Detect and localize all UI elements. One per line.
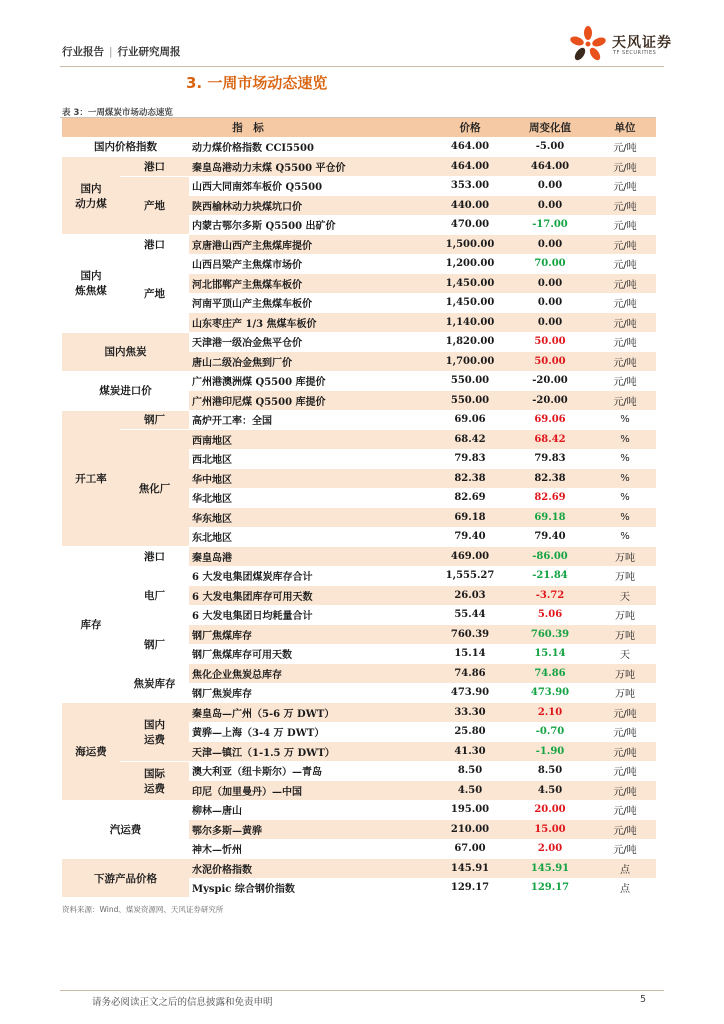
- unit-cell: 元/吨: [594, 254, 656, 274]
- unit-cell: 元/吨: [594, 293, 656, 313]
- indicator-cell: 秦皇岛港: [189, 547, 434, 567]
- price-cell: 210.00: [434, 820, 506, 840]
- change-cell: 464.00: [506, 157, 594, 177]
- indicator-cell: 6 大发电集团煤炭库存合计: [189, 566, 434, 586]
- col-header-unit: 单位: [594, 118, 656, 137]
- unit-cell: 元/吨: [594, 839, 656, 859]
- header-divider: [60, 66, 664, 67]
- unit-cell: 万吨: [594, 566, 656, 586]
- category-cell: [62, 235, 120, 333]
- change-cell: -1.90: [506, 742, 594, 762]
- indicator-cell: 高炉开工率：全国: [189, 410, 434, 430]
- subcategory-cell: 产地: [120, 254, 189, 332]
- change-cell: 15.14: [506, 644, 594, 664]
- indicator-cell: 柳林—唐山: [189, 800, 434, 820]
- change-cell: 69.06: [506, 410, 594, 430]
- change-cell: 70.00: [506, 254, 594, 274]
- unit-cell: 万吨: [594, 625, 656, 645]
- indicator-cell: 华东地区: [189, 508, 434, 528]
- change-cell: -21.84: [506, 566, 594, 586]
- indicator-cell: 唐山二级冶金焦到厂价: [189, 352, 434, 372]
- unit-cell: 元/吨: [594, 371, 656, 391]
- change-cell: 0.00: [506, 235, 594, 255]
- price-cell: 74.86: [434, 664, 506, 684]
- subcategory-cell: 港口: [120, 547, 189, 567]
- table-row: [62, 157, 656, 177]
- price-cell: 469.00: [434, 547, 506, 567]
- price-cell: 15.14: [434, 644, 506, 664]
- price-cell: 470.00: [434, 215, 506, 235]
- price-cell: 129.17: [434, 878, 506, 898]
- col-header-change: 周变化值: [506, 118, 594, 137]
- subcategory-cell: 港口: [120, 157, 189, 177]
- report-header: [62, 44, 181, 59]
- price-cell: 4.50: [434, 781, 506, 801]
- price-cell: 550.00: [434, 371, 506, 391]
- price-cell: 69.18: [434, 508, 506, 528]
- subcategory-line: 国际: [144, 767, 165, 780]
- indicator-cell: 动力煤价格指数 CCI5500: [189, 137, 434, 157]
- coal-market-table: [62, 118, 656, 898]
- indicator-cell: 6 大发电集团日均耗量合计: [189, 605, 434, 625]
- indicator-cell: 陕西榆林动力块煤坑口价: [189, 196, 434, 216]
- price-cell: 1,450.00: [434, 274, 506, 294]
- change-cell: 129.17: [506, 878, 594, 898]
- price-cell: 145.91: [434, 859, 506, 879]
- subcategory-cell: 焦炭库存: [120, 664, 189, 703]
- price-cell: 1,200.00: [434, 254, 506, 274]
- subcategory-cell: 钢厂: [120, 410, 189, 430]
- unit-cell: 元/吨: [594, 391, 656, 411]
- indicator-cell: 西南地区: [189, 430, 434, 450]
- change-cell: 0.00: [506, 313, 594, 333]
- price-cell: 760.39: [434, 625, 506, 645]
- table-row: [62, 761, 656, 781]
- indicator-cell: 钢厂焦煤库存: [189, 625, 434, 645]
- price-cell: 353.00: [434, 176, 506, 196]
- unit-cell: 元/吨: [594, 157, 656, 177]
- indicator-cell: 河南平顶山产主焦煤车板价: [189, 293, 434, 313]
- subcategory-cell: 钢厂: [120, 625, 189, 664]
- change-cell: 8.50: [506, 761, 594, 781]
- category-line: 国内: [80, 270, 102, 283]
- price-cell: 1,700.00: [434, 352, 506, 372]
- change-cell: 74.86: [506, 664, 594, 684]
- indicator-cell: 印尼（加里曼丹）—中国: [189, 781, 434, 801]
- indicator-cell: 华中地区: [189, 469, 434, 489]
- category-cell: 汽运费: [62, 800, 189, 859]
- report-subtype: 行业研究周报: [117, 46, 181, 58]
- indicator-cell: 广州港印尼煤 Q5500 库提价: [189, 391, 434, 411]
- unit-cell: %: [594, 508, 656, 528]
- price-cell: 79.40: [434, 527, 506, 547]
- unit-cell: 万吨: [594, 547, 656, 567]
- footer-divider: [60, 990, 664, 991]
- unit-cell: 元/吨: [594, 800, 656, 820]
- unit-cell: %: [594, 469, 656, 489]
- subcategory-cell: [120, 703, 189, 762]
- table-row: [62, 625, 656, 645]
- unit-cell: 元/吨: [594, 820, 656, 840]
- indicator-cell: 6 大发电集团库存可用天数: [189, 586, 434, 606]
- indicator-cell: 内蒙古鄂尔多斯 Q5500 出矿价: [189, 215, 434, 235]
- category-cell: 库存: [62, 547, 120, 703]
- section-title: 3. 一周市场动态速览: [186, 74, 328, 92]
- unit-cell: %: [594, 488, 656, 508]
- indicator-cell: 天津港一级冶金焦平仓价: [189, 332, 434, 352]
- table-row: [62, 566, 656, 586]
- unit-cell: 万吨: [594, 605, 656, 625]
- table-header-row: [62, 118, 656, 137]
- col-header-indicator: 指 标: [62, 118, 434, 137]
- subcategory-cell: 电厂: [120, 566, 189, 625]
- change-cell: -20.00: [506, 391, 594, 411]
- table-caption: 表 3：一周煤炭市场动态速览: [62, 108, 173, 118]
- price-cell: 82.38: [434, 469, 506, 489]
- price-cell: 67.00: [434, 839, 506, 859]
- indicator-cell: 神木—忻州: [189, 839, 434, 859]
- subcategory-cell: [120, 761, 189, 800]
- indicator-cell: 钢厂焦煤库存可用天数: [189, 644, 434, 664]
- price-cell: 69.06: [434, 410, 506, 430]
- unit-cell: 元/吨: [594, 274, 656, 294]
- unit-cell: %: [594, 527, 656, 547]
- subcategory-line: 运费: [144, 782, 165, 795]
- price-cell: 1,555.27: [434, 566, 506, 586]
- unit-cell: 元/吨: [594, 313, 656, 333]
- change-cell: 473.90: [506, 683, 594, 703]
- table-row: [62, 176, 656, 196]
- price-cell: 550.00: [434, 391, 506, 411]
- indicator-cell: 秦皇岛—广州（5-6 万 DWT）: [189, 703, 434, 723]
- price-cell: 68.42: [434, 430, 506, 450]
- indicator-cell: 华北地区: [189, 488, 434, 508]
- category-cell: 开工率: [62, 410, 120, 547]
- unit-cell: 元/吨: [594, 235, 656, 255]
- subcategory-line: 运费: [144, 733, 165, 746]
- indicator-cell: 黄骅—上海（3-4 万 DWT）: [189, 722, 434, 742]
- indicator-cell: 水泥价格指数: [189, 859, 434, 879]
- category-cell: 国内价格指数: [62, 137, 189, 157]
- page-number: 5: [640, 994, 647, 1005]
- table-row: [62, 664, 656, 684]
- category-cell: 国内焦炭: [62, 332, 189, 371]
- unit-cell: 点: [594, 878, 656, 898]
- unit-cell: 元/吨: [594, 781, 656, 801]
- change-cell: 2.00: [506, 839, 594, 859]
- unit-cell: 万吨: [594, 683, 656, 703]
- price-cell: 33.30: [434, 703, 506, 723]
- table-row: [62, 547, 656, 567]
- price-cell: 195.00: [434, 800, 506, 820]
- change-cell: -86.00: [506, 547, 594, 567]
- table-row: [62, 410, 656, 430]
- unit-cell: 元/吨: [594, 352, 656, 372]
- price-cell: 440.00: [434, 196, 506, 216]
- table-row: [62, 235, 656, 255]
- subcategory-cell: 焦化厂: [120, 430, 189, 547]
- unit-cell: 元/吨: [594, 761, 656, 781]
- price-cell: 8.50: [434, 761, 506, 781]
- change-cell: 0.00: [506, 196, 594, 216]
- change-cell: 145.91: [506, 859, 594, 879]
- change-cell: 15.00: [506, 820, 594, 840]
- change-cell: 0.00: [506, 274, 594, 294]
- indicator-cell: 西北地区: [189, 449, 434, 469]
- unit-cell: 元/吨: [594, 332, 656, 352]
- price-cell: 1,500.00: [434, 235, 506, 255]
- change-cell: -5.00: [506, 137, 594, 157]
- indicator-cell: Myspic 综合钢价指数: [189, 878, 434, 898]
- change-cell: 82.69: [506, 488, 594, 508]
- indicator-cell: 秦皇岛港动力末煤 Q5500 平仓价: [189, 157, 434, 177]
- pinwheel-logo-icon: [568, 24, 612, 64]
- category-line: 炼焦煤: [75, 285, 107, 298]
- price-cell: 79.83: [434, 449, 506, 469]
- unit-cell: 元/吨: [594, 742, 656, 762]
- category-cell: [62, 157, 120, 235]
- indicator-cell: 山东枣庄产 1/3 焦煤车板价: [189, 313, 434, 333]
- change-cell: 79.83: [506, 449, 594, 469]
- indicator-cell: 鄂尔多斯—黄骅: [189, 820, 434, 840]
- change-cell: 0.00: [506, 293, 594, 313]
- change-cell: 4.50: [506, 781, 594, 801]
- brand-name-en: TF SECURITIES: [613, 50, 657, 56]
- table-row: [62, 859, 656, 879]
- table-row: [62, 430, 656, 450]
- data-source-note: 资料来源：Wind、煤炭资源网、天风证券研究所: [62, 905, 224, 914]
- price-cell: 1,820.00: [434, 332, 506, 352]
- subcategory-line: 国内: [144, 718, 165, 731]
- unit-cell: 万吨: [594, 664, 656, 684]
- indicator-cell: 东北地区: [189, 527, 434, 547]
- change-cell: -3.72: [506, 586, 594, 606]
- indicator-cell: 天津—镇江（1-1.5 万 DWT）: [189, 742, 434, 762]
- unit-cell: 元/吨: [594, 215, 656, 235]
- change-cell: 50.00: [506, 352, 594, 372]
- table-row: [62, 371, 656, 391]
- indicator-cell: 京唐港山西产主焦煤库提价: [189, 235, 434, 255]
- unit-cell: 元/吨: [594, 703, 656, 723]
- unit-cell: 元/吨: [594, 176, 656, 196]
- price-cell: 464.00: [434, 137, 506, 157]
- unit-cell: %: [594, 410, 656, 430]
- indicator-cell: 河北邯郸产主焦煤车板价: [189, 274, 434, 294]
- unit-cell: 元/吨: [594, 196, 656, 216]
- indicator-cell: 焦化企业焦炭总库存: [189, 664, 434, 684]
- unit-cell: %: [594, 449, 656, 469]
- change-cell: 5.06: [506, 605, 594, 625]
- change-cell: -20.00: [506, 371, 594, 391]
- price-cell: 464.00: [434, 157, 506, 177]
- category-line: 动力煤: [75, 197, 107, 210]
- category-cell: 煤炭进口价: [62, 371, 189, 410]
- change-cell: 0.00: [506, 176, 594, 196]
- change-cell: 760.39: [506, 625, 594, 645]
- change-cell: 82.38: [506, 469, 594, 489]
- col-header-price: 价格: [434, 118, 506, 137]
- unit-cell: 元/吨: [594, 722, 656, 742]
- table-row: [62, 254, 656, 274]
- category-cell: 海运费: [62, 703, 120, 801]
- change-cell: -0.70: [506, 722, 594, 742]
- price-cell: 1,450.00: [434, 293, 506, 313]
- indicator-cell: 山西大同南郊车板价 Q5500: [189, 176, 434, 196]
- category-cell: 下游产品价格: [62, 859, 189, 898]
- price-cell: 473.90: [434, 683, 506, 703]
- indicator-cell: 广州港澳洲煤 Q5500 库提价: [189, 371, 434, 391]
- indicator-cell: 钢厂焦炭库存: [189, 683, 434, 703]
- table-row: [62, 332, 656, 352]
- price-cell: 26.03: [434, 586, 506, 606]
- unit-cell: 天: [594, 644, 656, 664]
- report-type: 行业报告: [62, 46, 104, 58]
- header-separator: |: [109, 46, 113, 58]
- unit-cell: 天: [594, 586, 656, 606]
- price-cell: 25.80: [434, 722, 506, 742]
- price-cell: 41.30: [434, 742, 506, 762]
- unit-cell: 元/吨: [594, 137, 656, 157]
- change-cell: 20.00: [506, 800, 594, 820]
- table-row: [62, 800, 656, 820]
- subcategory-cell: 港口: [120, 235, 189, 255]
- change-cell: 2.10: [506, 703, 594, 723]
- unit-cell: %: [594, 430, 656, 450]
- table-row: [62, 703, 656, 723]
- price-cell: 55.44: [434, 605, 506, 625]
- change-cell: 69.18: [506, 508, 594, 528]
- change-cell: -17.00: [506, 215, 594, 235]
- indicator-cell: 澳大利亚（纽卡斯尔）—青岛: [189, 761, 434, 781]
- table-row: [62, 137, 656, 157]
- price-cell: 1,140.00: [434, 313, 506, 333]
- unit-cell: 点: [594, 859, 656, 879]
- change-cell: 50.00: [506, 332, 594, 352]
- brand-name: 天风证券: [612, 35, 672, 51]
- indicator-cell: 山西吕梁产主焦煤市场价: [189, 254, 434, 274]
- brand-logo: [568, 24, 678, 64]
- change-cell: 79.40: [506, 527, 594, 547]
- price-cell: 82.69: [434, 488, 506, 508]
- disclaimer-text: 请务必阅读正文之后的信息披露和免责申明: [92, 997, 273, 1008]
- change-cell: 68.42: [506, 430, 594, 450]
- category-line: 国内: [80, 182, 102, 195]
- subcategory-cell: 产地: [120, 176, 189, 235]
